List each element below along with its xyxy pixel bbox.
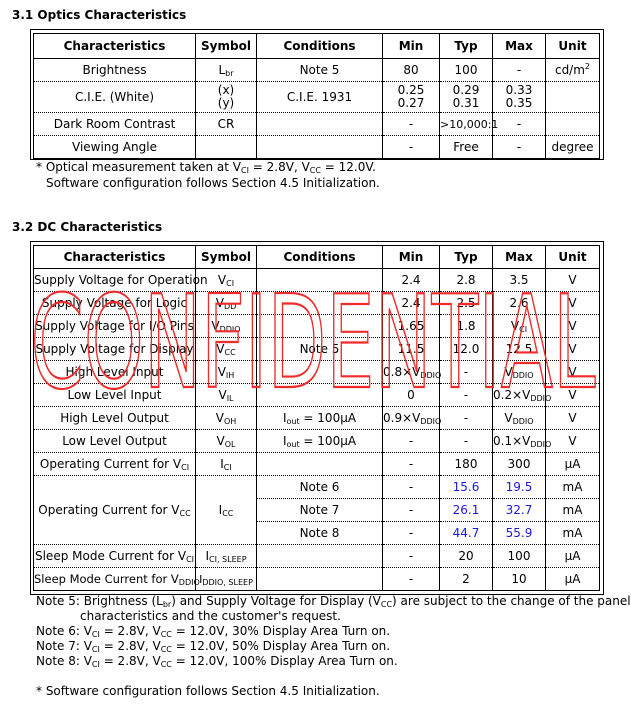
table-row: Note 7 - 26.1 32.7 mA — [34, 499, 600, 522]
table-row: C.I.E. (White) (x) (y) C.I.E. 1931 0.25 0.27 0.29 0.31 0.33 0.35 — [34, 82, 600, 113]
header-typ: Typ — [440, 246, 493, 269]
table-row: Sleep Mode Current for $V_{CI}$ $I_{CI, SLEEP}$ - 20 100 µA — [34, 545, 600, 568]
header-characteristics: Characteristics — [34, 34, 196, 59]
header-characteristics: Characteristics — [34, 246, 196, 269]
svg-text:CONFIDENTIAL: CONFIDENTIAL — [30, 269, 596, 418]
header-unit: Unit — [546, 246, 600, 269]
software-footnote: * Software configuration follows Section 4.5 Initialization. — [36, 684, 380, 698]
dc-table — [30, 245, 600, 591]
header-min: Min — [383, 34, 440, 59]
table-row: Note 8 - 44.7 55.9 mA — [34, 522, 600, 545]
optics-footnote-measurement: * Optical measurement taken at $V_{CI} = 2.8V$, $V_{CC} = 12.0V$. — [36, 160, 376, 175]
note-5: Note 5: Brightness $(L_{br})$ and Supply Voltage for Display $(V_{CC})$ are subject to the change of the panel — [36, 594, 631, 609]
table-row: Dark Room Contrast CR - >10,000:1 - — [34, 113, 600, 136]
table-row: High Level Output $V_{OH}$ $I_{out} = 100\mu A$ $0.9\times V_{DDIO}$ - $V_{DDIO}$ V — [34, 407, 600, 430]
table-row: Supply Voltage for Operation $V_{CI}$ 2.4 2.8 3.5 V — [34, 269, 600, 292]
header-max: Max — [493, 246, 546, 269]
table-row: Low Level Output $V_{OL}$ $I_{out} = 100\mu A$ - - $0.1\times V_{DDIO}$ V — [34, 430, 600, 453]
header-conditions: Conditions — [257, 34, 383, 59]
table-row: Sleep Mode Current for $V_{DDIO}$ $I_{DDIO, SLEEP}$ - 2 10 µA — [34, 568, 600, 591]
note-6: Note 6: $V_{CI} = 2.8V$, $V_{CC} = 12.0V$, 30% Display Area Turn on. — [36, 624, 391, 639]
header-max: Max — [493, 34, 546, 59]
table-row: Brightness $L_{br}$ Note 5 80 100 - $cd/m^2$ — [34, 59, 600, 82]
note-7: Note 7: $V_{CI} = 2.8V$, $V_{CC} = 12.0V$, 50% Display Area Turn on. — [36, 639, 391, 654]
optics-section-title: 3.1 Optics Characteristics — [12, 8, 187, 22]
table-row: Supply Voltage for Display $V_{CC}$ Note 5 11.5 12.0 12.5 V — [34, 338, 600, 361]
note-8: Note 8: $V_{CI} = 2.8V$, $V_{CC} = 12.0V$, 100% Display Area Turn on. — [36, 654, 398, 669]
table-row: Operating Current for $V_{CC}$ $I_{CC}$ Note 6 - 15.6 19.5 mA — [34, 476, 600, 499]
optics-footnote-software: Software configuration follows Section 4.5 Initialization. — [46, 176, 380, 190]
table-row: Supply Voltage for I/O Pins $V_{DDIO}$ 1.65 1.8 $V_{CI}$ V — [34, 315, 600, 338]
header-symbol: Symbol — [196, 246, 257, 269]
table-row: Viewing Angle - Free - degree — [34, 136, 600, 159]
table-row: Low Level Input $V_{IL}$ 0 - $0.2\times V_{DDIO}$ V — [34, 384, 600, 407]
table-row: High Level Input $V_{IH}$ $0.8\times V_{DDIO}$ - $V_{DDIO}$ V — [34, 361, 600, 384]
dc-section-title: 3.2 DC Characteristics — [12, 220, 163, 234]
table-row: Supply Voltage for Logic $V_{DD}$ 2.4 2.5 2.6 V — [34, 292, 600, 315]
optics-table — [33, 33, 600, 159]
header-symbol: Symbol — [196, 34, 257, 59]
table-row: Operating Current for $V_{CI}$ $I_{CI}$ - 180 300 µA — [34, 453, 600, 476]
header-unit: Unit — [546, 34, 600, 59]
header-min: Min — [383, 246, 440, 269]
header-typ: Typ — [440, 34, 493, 59]
header-conditions: Conditions — [257, 246, 383, 269]
note-5-continued: characteristics and the customer's request. — [80, 609, 341, 623]
